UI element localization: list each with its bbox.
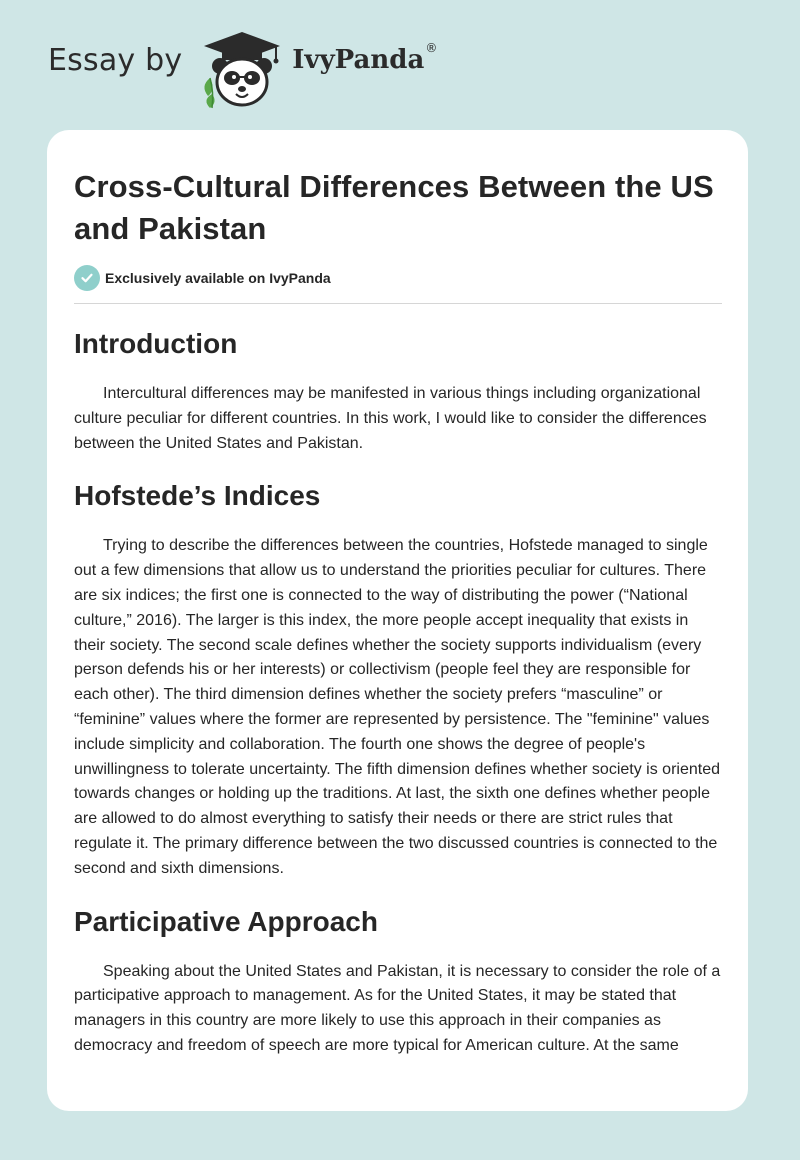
exclusive-badge [74, 265, 722, 291]
section-heading: Hofstede’s Indices [74, 480, 321, 512]
page-title: Cross-Cultural Differences Between the US and Pakistan [74, 169, 714, 246]
ivypanda-logo-icon [196, 30, 288, 110]
section-paragraph: Speaking about the United States and Pakistan, it is necessary to consider the role of a participative approach to management. As for the United States, it may be stated that managers in this country are more likely to use this approach in their companies as democracy and freedom of speech are more typical for American culture. At the same [74, 962, 721, 1054]
exclusive-label: Exclusively available on IvyPanda [105, 270, 331, 286]
section-introduction [74, 327, 722, 456]
section-heading: Introduction [74, 328, 238, 359]
brand-registered: ® [425, 41, 438, 55]
divider [74, 303, 722, 304]
essay-card [47, 130, 748, 1111]
section-paragraph: Intercultural differences may be manifested in various things including organizational culture peculiar for different countries. In this work, I would like to consider the differences between the United States and Pakistan. [74, 385, 707, 452]
brand-header[interactable] [48, 30, 437, 110]
brand-prefix: Essay by [48, 42, 183, 78]
section-participative [74, 905, 722, 1059]
section-heading: Participative Approach [74, 905, 378, 937]
section-hofstede [74, 479, 722, 881]
check-icon [74, 265, 100, 291]
brand-name: IvyPanda [292, 45, 425, 75]
section-paragraph: Trying to describe the differences between the countries, Hofstede managed to single out a few dimensions that allow us to understand the priorities peculiar for cultures. There are six indices; the first one is connected to the way of distributing the power (“National culture,” 2016). The larger is this index, the more people accept inequality that exists in their society. The second scale defines whether the society supports individualism (every person defends his or her interests) or collectivism (people feel they are responsible for each other). The third dimension defines whether the society prefers “masculine” or “feminine” values where the former are represented by persistence. The "feminine" values include simplicity and collaboration. The fourth one shows the degree of people's unwillingness to tolerate uncertainty. The fifth dimension defines whether society is oriented towards changes or holding up the traditions. At last, the sixth one defines whether people are allowed to do almost everything to satisfy their needs or there are strict rules that regulate it. The primary difference between the two discussed countries is connected to the second and sixth dimensions. [74, 537, 720, 877]
